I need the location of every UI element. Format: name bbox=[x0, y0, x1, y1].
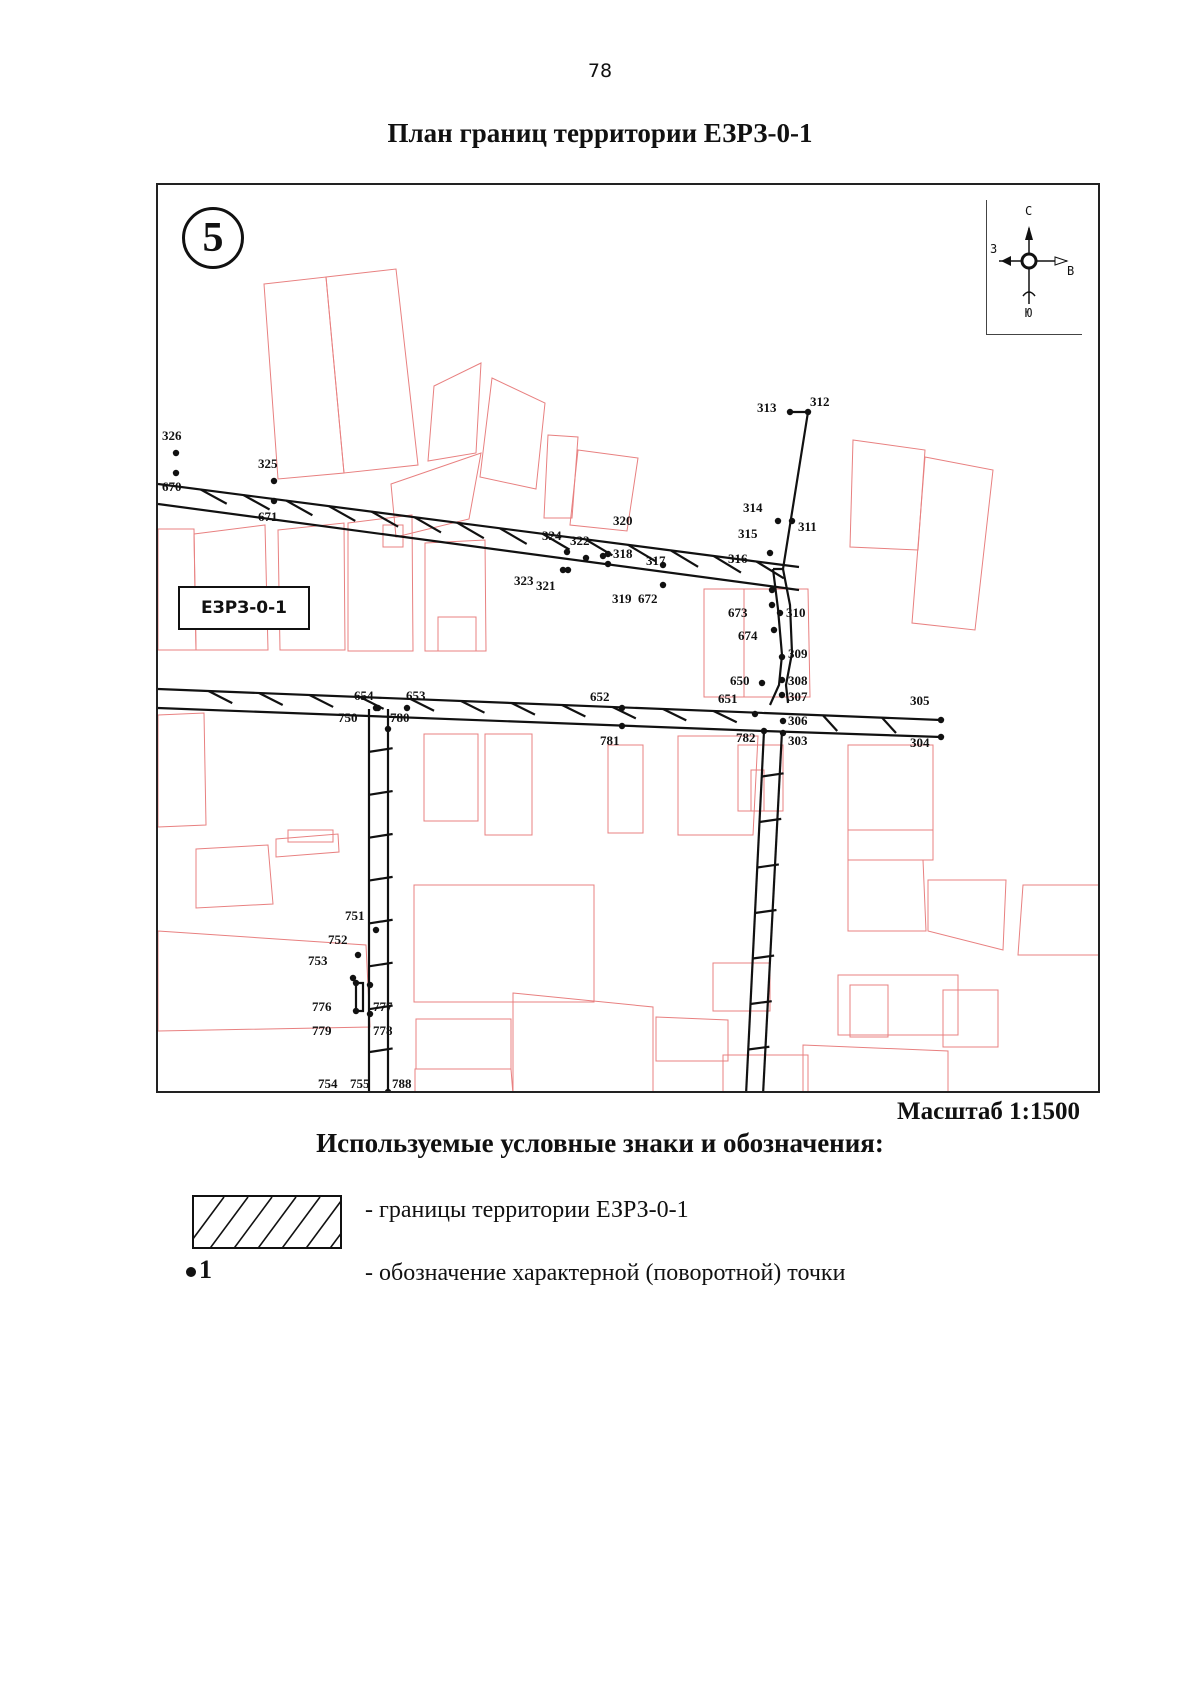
turning-point-755 bbox=[363, 1092, 369, 1093]
point-label-323: 323 bbox=[514, 573, 534, 588]
point-label-753: 753 bbox=[308, 953, 328, 968]
point-label-316: 316 bbox=[728, 551, 748, 566]
point-label-318: 318 bbox=[613, 546, 633, 561]
turning-point-318 bbox=[605, 551, 611, 557]
point-label-674: 674 bbox=[738, 628, 758, 643]
turning-point-672 bbox=[660, 582, 666, 588]
point-label-782: 782 bbox=[736, 730, 756, 745]
point-label-754: 754 bbox=[318, 1076, 338, 1091]
hatch-pattern-icon bbox=[194, 1197, 342, 1249]
upper-road-strip bbox=[158, 484, 799, 590]
turning-point-322 bbox=[583, 555, 589, 561]
point-label-325: 325 bbox=[258, 456, 278, 471]
sheet-number: 5 bbox=[182, 207, 244, 269]
turning-point-752 bbox=[355, 952, 361, 958]
point-label-312: 312 bbox=[810, 394, 830, 409]
page-number: 78 bbox=[587, 60, 613, 82]
turning-point-324 bbox=[564, 549, 570, 555]
turning-point-303 bbox=[780, 730, 786, 736]
zone-label: ЕЗРЗ-0-1 bbox=[178, 586, 310, 630]
point-label-306: 306 bbox=[788, 713, 808, 728]
turning-point-788 bbox=[385, 1089, 391, 1093]
point-label-308: 308 bbox=[788, 673, 808, 688]
turning-point-652 bbox=[619, 705, 625, 711]
point-label-307: 307 bbox=[788, 689, 808, 704]
point-label-750: 750 bbox=[338, 710, 358, 725]
point-label-311: 311 bbox=[798, 519, 817, 534]
legend-title: Используемые условные знаки и обозначения: bbox=[316, 1128, 884, 1158]
compass-east-label: В bbox=[1067, 264, 1075, 278]
turning-point-304 bbox=[938, 734, 944, 740]
point-label-315: 315 bbox=[738, 526, 758, 541]
point-label-777: 777 bbox=[373, 999, 393, 1014]
point-label-673: 673 bbox=[728, 605, 748, 620]
east-vertical-strip bbox=[746, 731, 784, 1093]
point-label-788: 788 bbox=[392, 1076, 412, 1091]
turning-point-674 bbox=[771, 627, 777, 633]
turning-point-310 bbox=[777, 610, 783, 616]
turning-point-781 bbox=[619, 723, 625, 729]
map-scale: Масштаб 1:1500 bbox=[897, 1098, 1080, 1125]
point-label-671: 671 bbox=[258, 509, 278, 524]
turning-point-751 bbox=[373, 927, 379, 933]
legend-point-text: - обозначение характерной (поворотной) точки bbox=[365, 1260, 846, 1286]
turning-point-754 bbox=[351, 1092, 357, 1093]
map-drawing bbox=[158, 185, 1100, 1093]
point-label-752: 752 bbox=[328, 932, 348, 947]
point-label-778: 778 bbox=[373, 1023, 393, 1038]
point-label-672: 672 bbox=[638, 591, 658, 606]
point-label-650: 650 bbox=[730, 673, 750, 688]
turning-point-776 bbox=[353, 980, 359, 986]
point-label-322: 322 bbox=[570, 533, 590, 548]
turning-point-306 bbox=[780, 718, 786, 724]
point-label-309: 309 bbox=[788, 646, 808, 661]
page-title: План границ территории ЕЗРЗ-0-1 bbox=[387, 118, 813, 148]
point-label-320: 320 bbox=[613, 513, 633, 528]
point-label-751: 751 bbox=[345, 908, 365, 923]
turning-point-750 bbox=[373, 705, 379, 711]
turning-point-777 bbox=[367, 982, 373, 988]
parcel-outlines bbox=[158, 269, 1100, 1093]
compass-north-label: С bbox=[1025, 204, 1033, 218]
point-label-303: 303 bbox=[788, 733, 808, 748]
point-label-304: 304 bbox=[910, 735, 930, 750]
point-label-780: 780 bbox=[390, 710, 410, 725]
turning-point-307 bbox=[779, 692, 785, 698]
turning-point-316 bbox=[769, 587, 775, 593]
turning-point-309 bbox=[779, 654, 785, 660]
turning-point-314 bbox=[775, 518, 781, 524]
legend-hatch-swatch bbox=[192, 1195, 342, 1249]
turning-point-651 bbox=[752, 711, 758, 717]
point-label-652: 652 bbox=[590, 689, 610, 704]
point-label-305: 305 bbox=[910, 693, 930, 708]
turning-point-313 bbox=[787, 409, 793, 415]
middle-road-strip bbox=[158, 689, 764, 731]
point-label-310: 310 bbox=[786, 605, 806, 620]
turning-point-780 bbox=[385, 726, 391, 732]
point-label-776: 776 bbox=[312, 999, 332, 1014]
point-label-653: 653 bbox=[406, 688, 426, 703]
point-label-324: 324 bbox=[542, 528, 562, 543]
turning-point-308 bbox=[779, 677, 785, 683]
point-label-670: 670 bbox=[162, 479, 182, 494]
turning-point-650 bbox=[759, 680, 765, 686]
point-marker-icon bbox=[186, 1267, 196, 1277]
point-label-314: 314 bbox=[743, 500, 763, 515]
turning-point-325 bbox=[271, 478, 277, 484]
legend-point-symbol bbox=[186, 1255, 212, 1285]
turning-point-778 bbox=[367, 1011, 373, 1017]
point-label-651: 651 bbox=[718, 691, 738, 706]
map-frame[interactable] bbox=[156, 183, 1100, 1093]
legend-boundary-text: - границы территории ЕЗРЗ-0-1 bbox=[365, 1197, 689, 1223]
turning-point-311 bbox=[789, 518, 795, 524]
turning-point-319 bbox=[605, 561, 611, 567]
compass-rose bbox=[986, 200, 1082, 335]
point-label-321: 321 bbox=[536, 578, 556, 593]
point-label-319: 319 bbox=[612, 591, 632, 606]
turning-point-312 bbox=[805, 409, 811, 415]
turning-point-673 bbox=[769, 602, 775, 608]
point-label-755: 755 bbox=[350, 1076, 370, 1091]
compass-south-label: Ю bbox=[1025, 306, 1033, 320]
turning-point-670 bbox=[173, 470, 179, 476]
turning-point-326 bbox=[173, 450, 179, 456]
turning-point-779 bbox=[353, 1008, 359, 1014]
turning-point-321 bbox=[565, 567, 571, 573]
point-label-654: 654 bbox=[354, 688, 374, 703]
point-label-313: 313 bbox=[757, 400, 777, 415]
point-label-779: 779 bbox=[312, 1023, 332, 1038]
point-label-317: 317 bbox=[646, 553, 666, 568]
turning-point-671 bbox=[271, 498, 277, 504]
point-label-326: 326 bbox=[162, 428, 182, 443]
turning-point-315 bbox=[767, 550, 773, 556]
compass-west-label: З bbox=[990, 242, 998, 256]
point-label-781: 781 bbox=[600, 733, 620, 748]
legend-point-number: 1 bbox=[199, 1255, 212, 1284]
turning-point-305 bbox=[938, 717, 944, 723]
turning-point-782 bbox=[761, 728, 767, 734]
